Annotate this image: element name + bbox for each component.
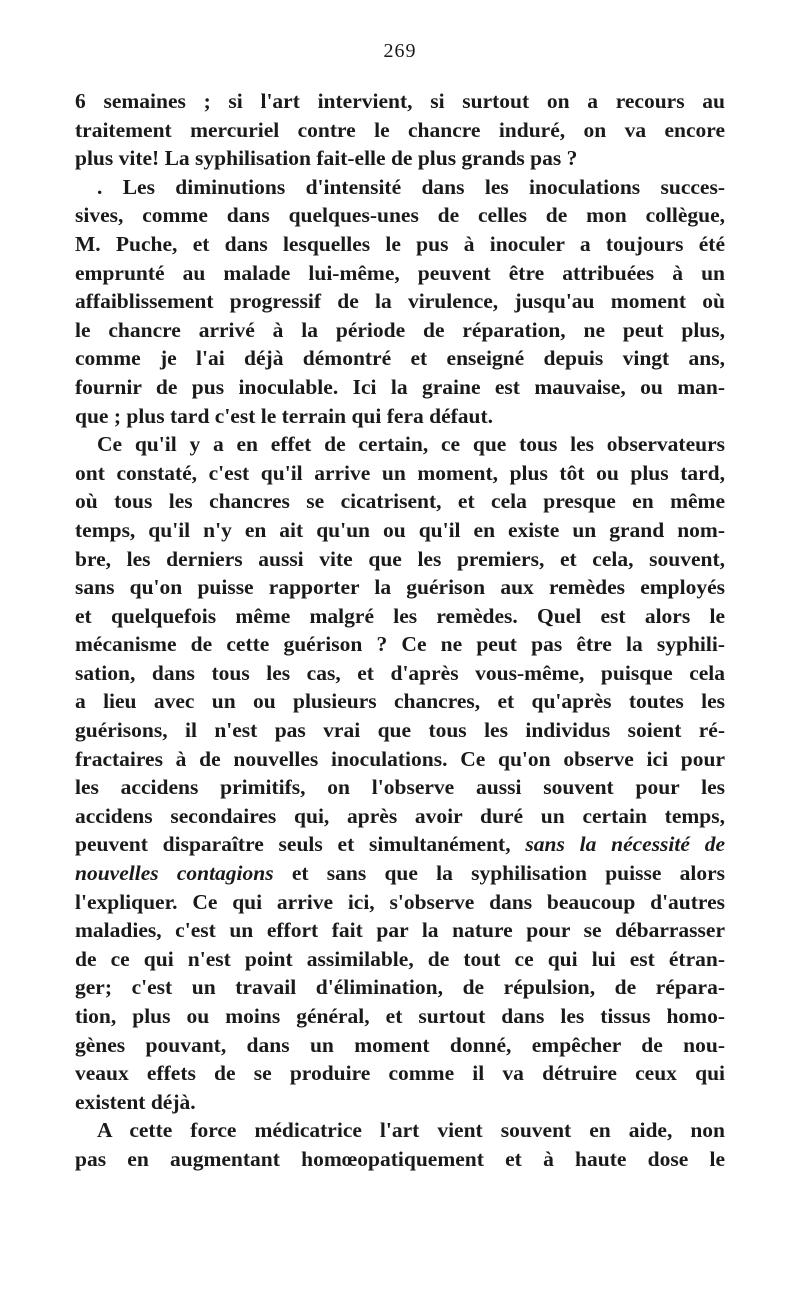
text-line: [75, 87, 725, 116]
text-line-content: 6 semaines ; si l'art intervient, si surtout on a recours au: [75, 89, 725, 113]
text-line-content: . Les diminutions d'intensité dans les inoculations succes-: [97, 174, 725, 199]
text-line-content: le chancre arrivé à la période de réparation, ne peut plus,: [75, 317, 725, 342]
text-line-content: fournir de pus inoculable. Ici la graine est mauvaise, ou man-: [75, 374, 725, 399]
text-line-content: comme je l'ai déjà démontré et enseigné depuis vingt ans,: [75, 346, 725, 371]
text-line-content: accidens secondaires qui, après avoir duré un certain temps,: [75, 803, 725, 828]
text-line-content: que ; plus tard c'est le terrain qui fera défaut.: [75, 403, 494, 428]
text-line-continuation: et sans que la syphilisation puisse alors: [273, 861, 725, 886]
text-line: [75, 1059, 725, 1088]
text-line-content: ger; c'est un travail d'élimination, de répulsion, de répara-: [75, 975, 725, 1000]
italic-text: sans la nécessité de: [525, 832, 725, 857]
text-line: [75, 230, 725, 259]
text-line-content: emprunté au malade lui-même, peuvent être attribuées à un: [75, 260, 725, 285]
text-line-content: gènes pouvant, dans un moment donné, empêcher de nou-: [75, 1032, 725, 1057]
text-line: [75, 201, 725, 230]
text-line: [75, 259, 725, 288]
text-line: [75, 516, 725, 545]
italic-text: nouvelles contagions: [75, 861, 274, 886]
text-line-content: plus vite! La syphilisation fait-elle de plus grands pas ?: [75, 146, 578, 171]
text-line: [75, 630, 725, 659]
body-text: [75, 87, 725, 1174]
text-line-content: ont constaté, c'est qu'il arrive un moment, plus tôt ou plus tard,: [75, 460, 725, 485]
text-line: [75, 973, 725, 1002]
text-line: [75, 830, 725, 859]
text-line-content: mécanisme de cette guérison ? Ce ne peut pas être la syphili-: [75, 632, 725, 657]
text-line: [75, 859, 725, 888]
text-line-content: tion, plus ou moins général, et surtout dans les tissus homo-: [75, 1004, 725, 1028]
text-line-content: sation, dans tous les cas, et d'après vous-même, puisque cela: [75, 660, 725, 685]
text-line: [75, 945, 725, 974]
text-line-content: les accidens primitifs, on l'observe aussi souvent pour les: [75, 775, 725, 800]
text-line-content: maladies, c'est un effort fait par la nature pour se débarrasser: [75, 918, 725, 943]
text-line: [75, 602, 725, 631]
text-line-content: M. Puche, et dans lesquelles le pus à inoculer a toujours été: [75, 231, 725, 256]
text-line: [75, 316, 725, 345]
text-line: [75, 659, 725, 688]
text-line-content: a lieu avec un ou plusieurs chancres, et qu'après toutes les: [75, 689, 725, 714]
text-line-content: traitement mercuriel contre le chancre induré, on va encore: [75, 117, 725, 142]
text-line: [75, 344, 725, 373]
text-line: [75, 1145, 725, 1174]
text-line: [75, 487, 725, 516]
text-line: [75, 916, 725, 945]
text-line: [75, 687, 725, 716]
text-line: [75, 402, 725, 431]
text-line-content: veaux effets de se produire comme il va détruire ceux qui: [75, 1061, 725, 1086]
text-line: [75, 573, 725, 602]
text-line-content: A cette force médicatrice l'art vient souvent en aide, non: [97, 1118, 725, 1143]
text-line-content: l'expliquer. Ce qui arrive ici, s'observe dans beaucoup d'autres: [75, 889, 725, 914]
text-line: [75, 173, 725, 202]
text-line-content: bre, les derniers aussi vite que les premiers, et cela, souvent,: [75, 546, 725, 571]
text-line: [75, 373, 725, 402]
text-line-content: sives, comme dans quelques-unes de celles de mon collègue,: [75, 203, 725, 228]
text-line-content: peuvent disparaître seuls et simultanément,: [75, 832, 511, 857]
text-line: [75, 459, 725, 488]
text-line: [75, 1088, 725, 1117]
text-line: [75, 773, 725, 802]
text-line: [75, 802, 725, 831]
text-line-content: guérisons, il n'est pas vrai que tous les individus soient ré-: [75, 718, 725, 743]
text-line-content: temps, qu'il n'y en ait qu'un ou qu'il en existe un grand nom-: [75, 517, 725, 542]
text-line-content: de ce qui n'est point assimilable, de tout ce qui lui est étran-: [75, 946, 725, 971]
text-line-content: Ce qu'il y a en effet de certain, ce que tous les observateurs: [97, 432, 725, 457]
text-line: [75, 888, 725, 917]
text-line: [75, 745, 725, 774]
text-line-content: pas en augmentant homœopatiquement et à haute dose le: [75, 1146, 725, 1171]
text-line: [75, 116, 725, 145]
text-line-content: fractaires à de nouvelles inoculations. Ce qu'on observe ici pour: [75, 746, 725, 771]
text-line-content: existent déjà.: [75, 1089, 196, 1114]
text-line: [75, 1116, 725, 1145]
text-line-content: et quelquefois même malgré les remèdes. Quel est alors le: [75, 603, 725, 628]
text-line: [75, 430, 725, 459]
text-line-content: affaiblissement progressif de la virulence, jusqu'au moment où: [75, 289, 725, 314]
page-number: 269: [383, 40, 417, 62]
text-line-content: sans qu'on puisse rapporter la guérison aux remèdes employés: [75, 575, 725, 600]
text-line-content: où tous les chancres se cicatrisent, et cela presque en même: [75, 489, 725, 514]
text-line: [75, 144, 725, 173]
text-line: [75, 716, 725, 745]
text-line: [75, 545, 725, 574]
text-line: [75, 1002, 725, 1031]
text-line: [75, 287, 725, 316]
text-line: [75, 1031, 725, 1060]
